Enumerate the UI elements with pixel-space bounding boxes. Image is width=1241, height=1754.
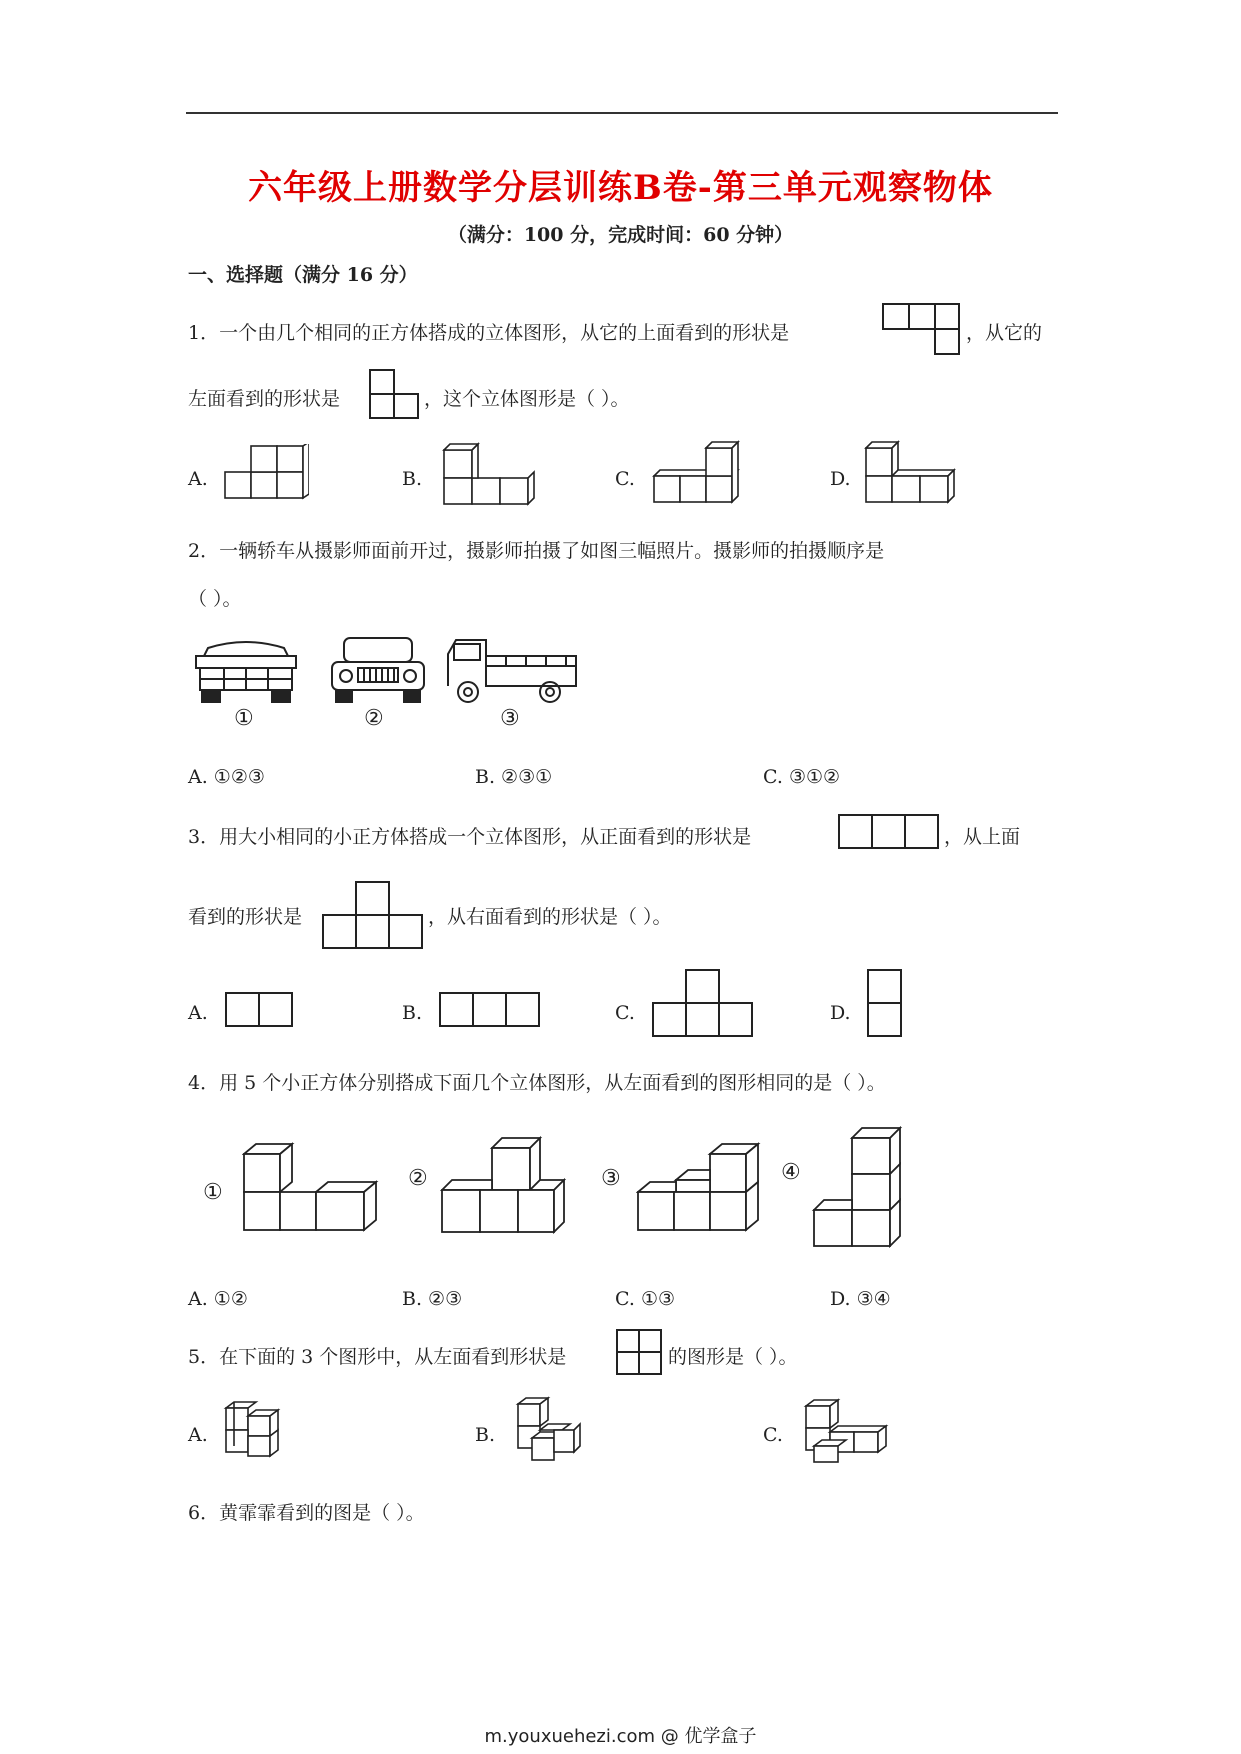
q5-option-a-label[interactable]: A. — [188, 1424, 208, 1446]
q3-option-a-label[interactable]: A. — [188, 1002, 208, 1024]
page-subtitle: （满分：100 分，完成时间：60 分钟） — [447, 224, 794, 246]
q5-option-c-label[interactable]: C. — [763, 1424, 783, 1446]
q2-photo-label-2: ② — [364, 706, 384, 731]
q1-option-b-label[interactable]: B. — [402, 468, 423, 490]
q1-top-view-figure — [881, 302, 961, 356]
q3-option-b-figure — [438, 990, 542, 1030]
q3-option-b-label[interactable]: B. — [402, 1002, 423, 1024]
q3-line1-tail: ，从上面 — [944, 826, 1021, 848]
q2-line1-text: 2．一辆轿车从摄影师面前开过，摄影师拍摄了如图三幅照片。摄影师的拍摄顺序是 — [188, 540, 885, 562]
truck-front-view-image — [328, 636, 428, 706]
q1-line1-text: 1．一个由几个相同的正方体搭成的立体图形，从它的上面看到的形状是 — [188, 322, 790, 344]
q3-option-a-figure — [224, 990, 296, 1030]
q1-line2-text: 左面看到的形状是 — [188, 388, 341, 410]
q3-option-d-figure — [866, 968, 906, 1038]
q1-option-a-figure — [223, 444, 309, 506]
q3-option-c-figure — [651, 968, 755, 1038]
q1-option-d-label[interactable]: D. — [830, 468, 851, 490]
q5-option-b-label[interactable]: B. — [475, 1424, 496, 1446]
q3-line2-text: 看到的形状是 — [188, 906, 303, 928]
footer-watermark: m.youxuehezi.com @ 优学盒子 — [484, 1726, 757, 1747]
q5-option-a-figure — [222, 1398, 286, 1464]
q4-figure-3 — [636, 1140, 766, 1240]
q2-photo-label-3: ③ — [500, 706, 520, 731]
truck-side-view-image — [444, 634, 580, 706]
q4-figure-4 — [810, 1126, 916, 1250]
truck-rear-view-image — [194, 636, 298, 706]
q1-option-b-figure — [440, 442, 536, 506]
q5-left-view-figure — [615, 1328, 665, 1378]
q4-option-b[interactable]: B. ②③ — [402, 1288, 463, 1310]
q1-option-c-label[interactable]: C. — [615, 468, 635, 490]
q3-option-c-label[interactable]: C. — [615, 1002, 635, 1024]
q4-option-c[interactable]: C. ①③ — [615, 1288, 676, 1310]
q4-figure-1 — [242, 1140, 382, 1240]
q3-front-view-figure — [837, 812, 941, 852]
q5-option-b-figure — [512, 1396, 584, 1464]
top-rule — [186, 112, 1058, 114]
q1-option-c-figure — [650, 440, 746, 506]
q4-figure-label-3: ③ — [601, 1166, 621, 1191]
q3-line2-tail: ，从右面看到的形状是（ ）。 — [428, 906, 672, 928]
q5-line1-text: 5．在下面的 3 个图形中，从左面看到形状是 — [188, 1346, 567, 1368]
q3-line1-text: 3．用大小相同的小正方体搭成一个立体图形，从正面看到的形状是 — [188, 826, 752, 848]
page-title: 六年级上册数学分层训练B卷-第三单元观察物体 — [248, 168, 993, 208]
q4-figure-2 — [440, 1134, 570, 1240]
q4-line1-text: 4．用 5 个小正方体分别搭成下面几个立体图形，从左面看到的图形相同的是（ ）。 — [188, 1072, 886, 1094]
q2-line2-text: （ ）。 — [188, 588, 242, 610]
q2-option-a[interactable]: A. ①②③ — [188, 766, 265, 788]
q4-figure-label-2: ② — [408, 1166, 428, 1191]
section-heading: 一、选择题（满分 16 分） — [188, 264, 418, 286]
q4-option-a[interactable]: A. ①② — [188, 1288, 248, 1310]
q6-line1-text: 6．黄霏霏看到的图是（ ）。 — [188, 1502, 425, 1524]
q3-option-d-label[interactable]: D. — [830, 1002, 851, 1024]
q5-option-c-figure — [800, 1398, 892, 1464]
q1-line2-tail: ，这个立体图形是（ ）。 — [424, 388, 630, 410]
q4-figure-label-1: ① — [203, 1180, 223, 1205]
q1-line1-tail: ，从它的 — [966, 322, 1043, 344]
q4-option-d[interactable]: D. ③④ — [830, 1288, 891, 1310]
q1-option-d-figure — [862, 440, 962, 506]
q5-line1-tail: 的图形是（ ）。 — [668, 1346, 798, 1368]
q3-top-view-figure — [321, 880, 425, 950]
q1-option-a-label[interactable]: A. — [188, 468, 208, 490]
q2-option-c[interactable]: C. ③①② — [763, 766, 841, 788]
q1-left-view-figure — [368, 368, 420, 420]
q2-photo-label-1: ① — [234, 706, 254, 731]
q4-figure-label-4: ④ — [781, 1160, 801, 1185]
q2-option-b[interactable]: B. ②③① — [475, 766, 553, 788]
